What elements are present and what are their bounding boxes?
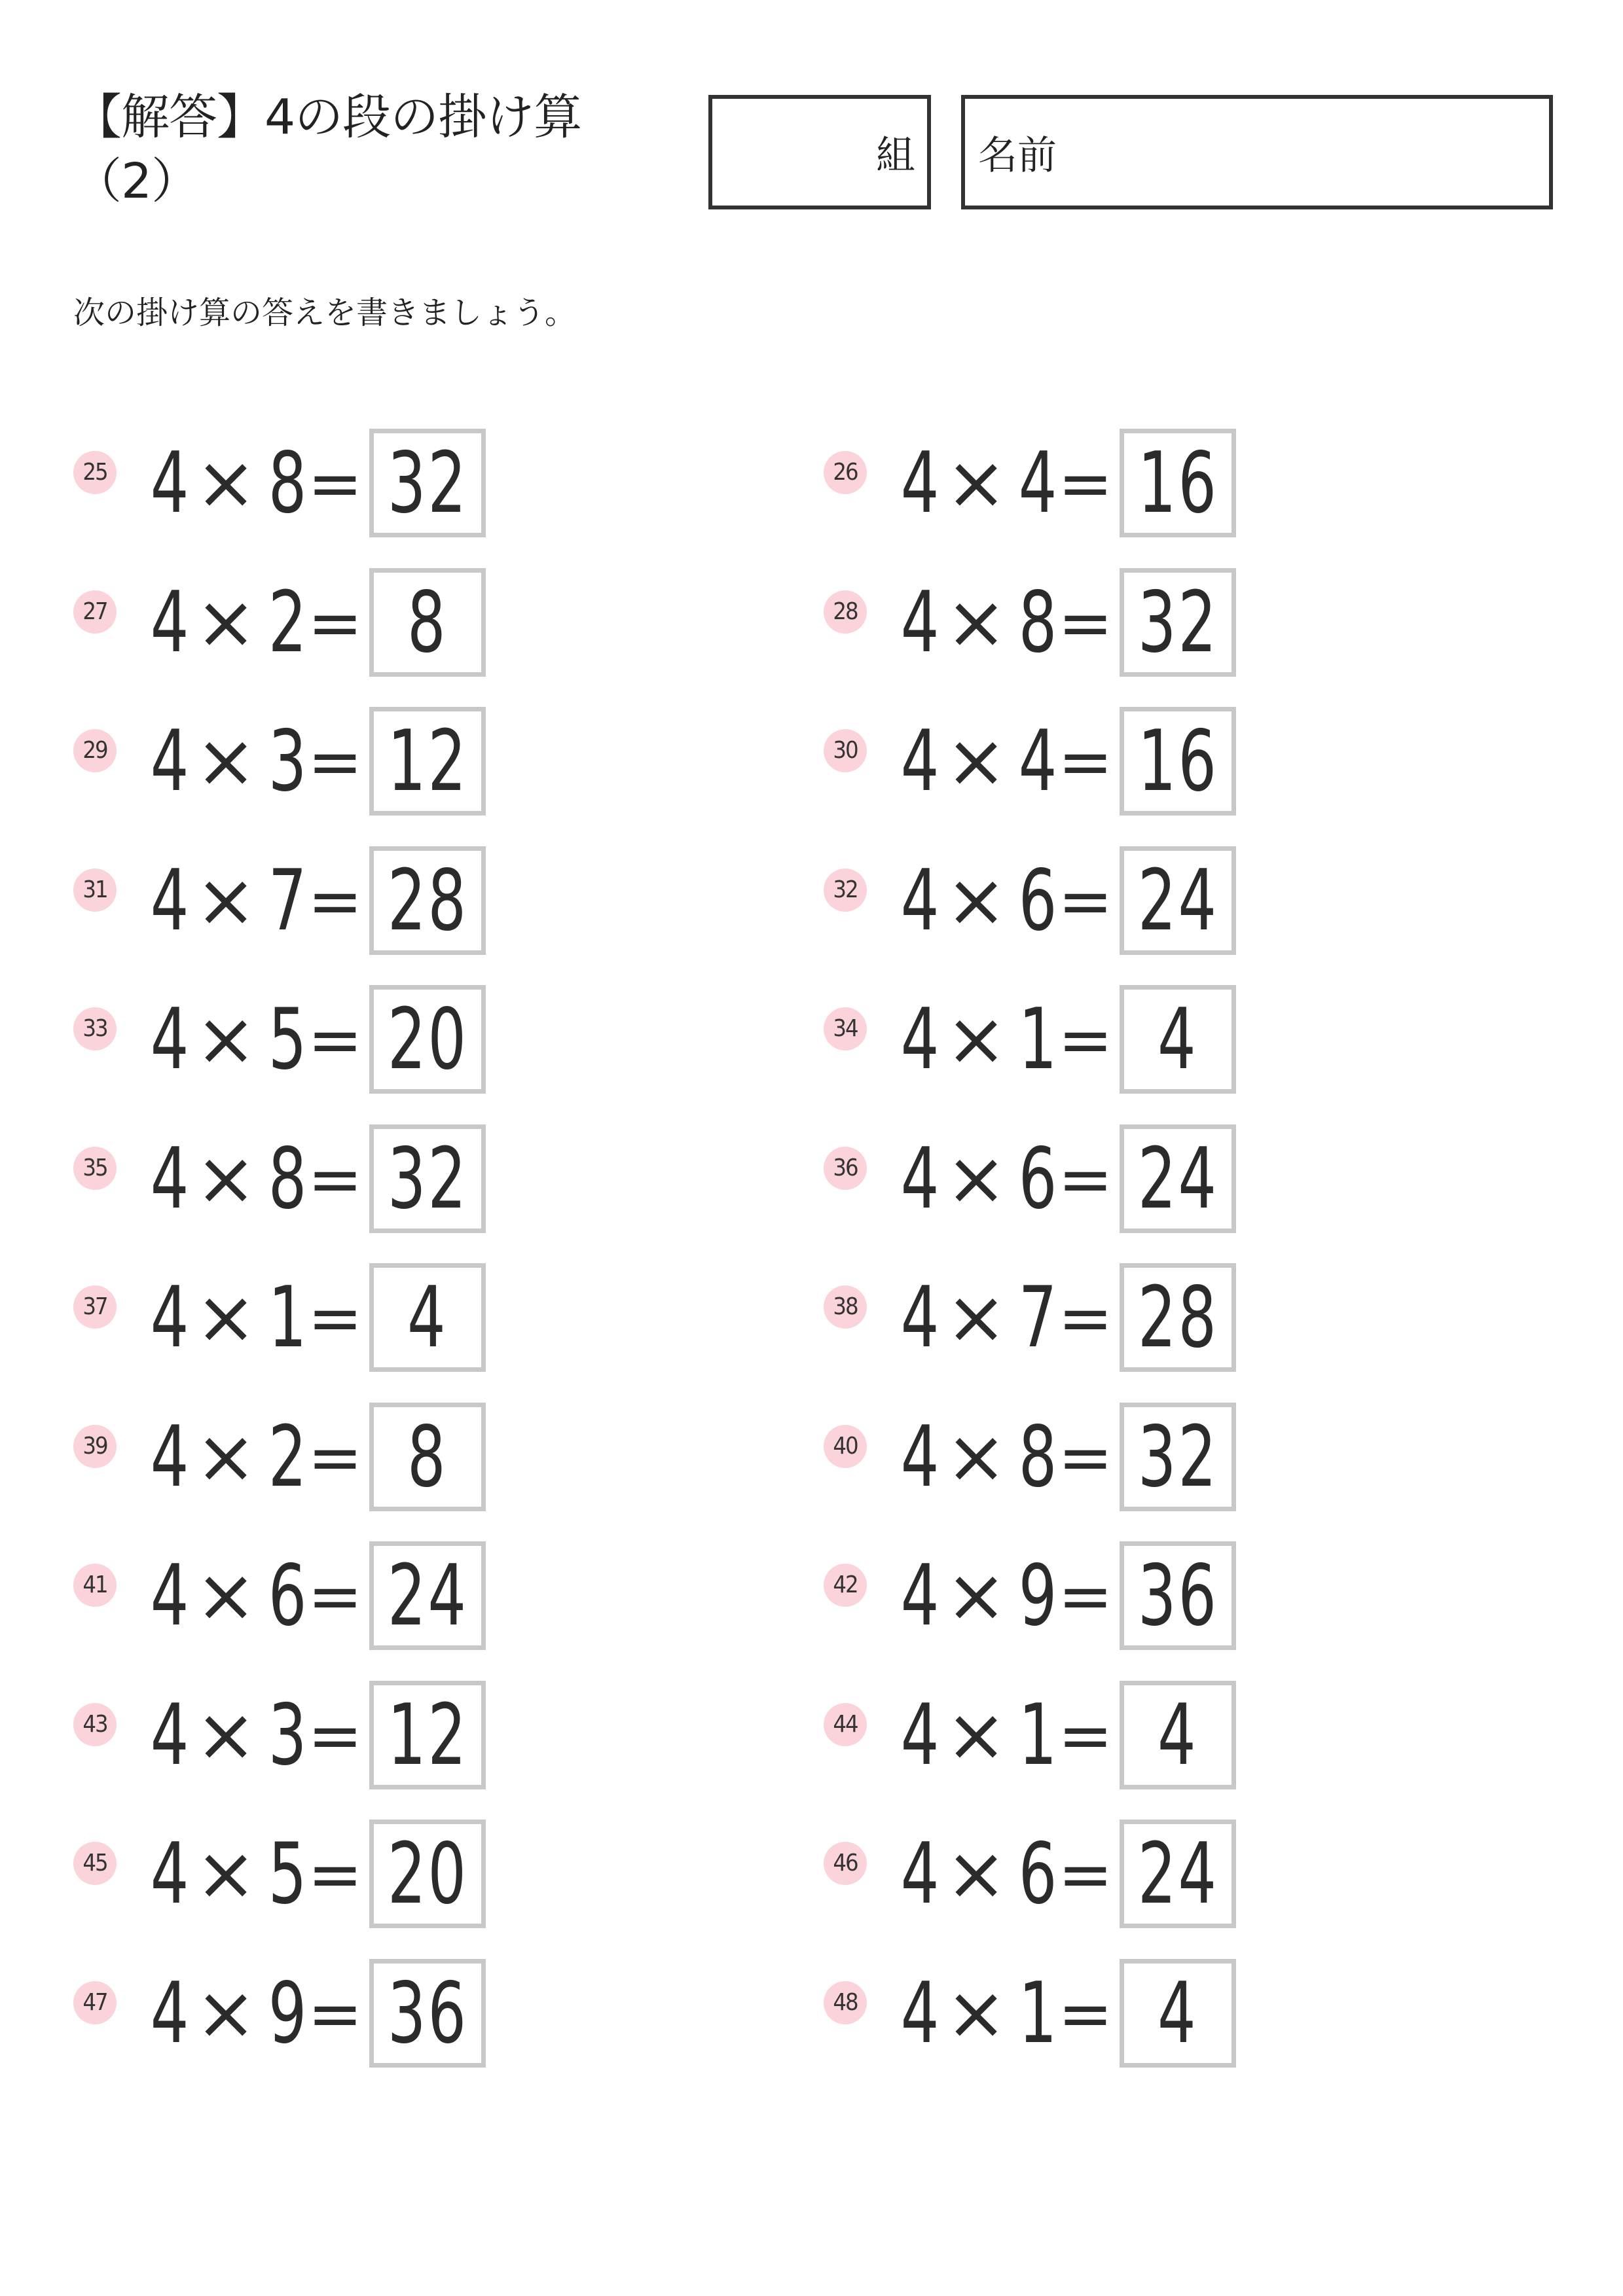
times-sign: × <box>195 1553 257 1638</box>
equals-sign: = <box>308 1975 363 2052</box>
problem-expression <box>144 707 363 816</box>
answer-value: 28 <box>387 852 468 950</box>
answer-value: 4 <box>1158 1964 1198 2062</box>
multiplier: 2 <box>268 1408 307 1506</box>
times-sign: × <box>945 1136 1007 1221</box>
problem-item <box>824 568 1413 677</box>
multiplicand: 4 <box>900 1268 939 1367</box>
problem-expression <box>144 568 363 677</box>
answer-box[interactable] <box>1120 1124 1236 1233</box>
equals-sign: = <box>1058 584 1113 661</box>
multiplicand: 4 <box>150 990 189 1088</box>
problem-item <box>73 568 663 677</box>
equals-sign: = <box>1058 1696 1113 1774</box>
answer-box[interactable] <box>1120 846 1236 955</box>
times-sign: × <box>195 1971 257 2056</box>
multiplier: 6 <box>1018 1130 1057 1228</box>
multiplicand: 4 <box>900 852 939 950</box>
problem-expression <box>144 1263 363 1372</box>
problem-item <box>73 429 663 537</box>
multiplier: 1 <box>1018 1686 1057 1784</box>
answer-box[interactable] <box>369 846 486 955</box>
equals-sign: = <box>1058 1557 1113 1634</box>
times-sign: × <box>195 858 257 943</box>
answer-box[interactable] <box>1120 1263 1236 1372</box>
multiplier: 7 <box>1018 1268 1057 1367</box>
problem-number-badge: 47 <box>73 1981 117 2024</box>
problem-item <box>73 846 663 955</box>
answer-box[interactable] <box>369 568 486 677</box>
problem-expression <box>894 1263 1113 1372</box>
answer-box[interactable] <box>369 1820 486 1928</box>
problem-number-badge: 43 <box>73 1703 117 1746</box>
answer-value: 16 <box>1137 434 1218 532</box>
multiplier: 3 <box>268 712 307 810</box>
problem-expression <box>894 568 1113 677</box>
answer-box[interactable] <box>369 1263 486 1372</box>
equals-sign: = <box>1058 1279 1113 1356</box>
equals-sign: = <box>308 723 363 800</box>
multiplier: 8 <box>268 1130 307 1228</box>
multiplicand: 4 <box>900 434 939 532</box>
answer-box[interactable] <box>369 1403 486 1511</box>
problem-expression <box>894 1959 1113 2068</box>
problem-number-badge: 28 <box>824 590 867 634</box>
problem-expression <box>144 1820 363 1928</box>
problem-item <box>73 707 663 816</box>
answer-value: 16 <box>1137 712 1218 810</box>
equals-sign: = <box>1058 1001 1113 1078</box>
problem-item <box>73 1263 663 1372</box>
equals-sign: = <box>308 862 363 939</box>
problem-item <box>824 1820 1413 1928</box>
multiplicand: 4 <box>900 1686 939 1784</box>
answer-box[interactable] <box>369 707 486 816</box>
multiplier: 1 <box>1018 1964 1057 2062</box>
answer-value: 20 <box>387 1825 468 1923</box>
answer-value: 32 <box>387 434 468 532</box>
equals-sign: = <box>308 1835 363 1912</box>
problem-expression <box>144 1124 363 1233</box>
problem-item <box>73 1403 663 1511</box>
problem-expression <box>894 429 1113 537</box>
times-sign: × <box>195 1136 257 1221</box>
answer-box[interactable] <box>1120 1541 1236 1650</box>
problem-item <box>824 985 1413 1094</box>
answer-value: 4 <box>407 1268 448 1367</box>
multiplier: 4 <box>1018 434 1057 532</box>
problem-number-badge: 44 <box>824 1703 867 1746</box>
answer-value: 24 <box>1137 1825 1218 1923</box>
answer-box[interactable] <box>1120 1403 1236 1511</box>
name-field[interactable] <box>961 95 1553 209</box>
problem-number-badge: 37 <box>73 1285 117 1329</box>
times-sign: × <box>945 1553 1007 1638</box>
equals-sign: = <box>1058 444 1113 522</box>
times-sign: × <box>195 440 257 526</box>
answer-box[interactable] <box>1120 429 1236 537</box>
times-sign: × <box>945 997 1007 1082</box>
multiplier: 8 <box>268 434 307 532</box>
times-sign: × <box>195 1275 257 1360</box>
multiplicand: 4 <box>150 1686 189 1784</box>
problem-item <box>824 429 1413 537</box>
answer-box[interactable] <box>369 985 486 1094</box>
times-sign: × <box>945 1275 1007 1360</box>
problem-expression <box>894 1403 1113 1511</box>
multiplier: 5 <box>268 990 307 1088</box>
multiplicand: 4 <box>900 1408 939 1506</box>
problem-item <box>73 1681 663 1789</box>
problem-item <box>73 1541 663 1650</box>
problem-number-badge: 48 <box>824 1981 867 2024</box>
answer-box[interactable] <box>1120 1681 1236 1789</box>
problem-item <box>824 846 1413 955</box>
times-sign: × <box>945 1971 1007 2056</box>
multiplicand: 4 <box>900 1825 939 1923</box>
answer-value: 32 <box>1137 1408 1218 1506</box>
answer-value: 4 <box>1158 1686 1198 1784</box>
problem-item <box>824 1124 1413 1233</box>
answer-value: 8 <box>407 573 448 672</box>
times-sign: × <box>945 1414 1007 1499</box>
times-sign: × <box>945 580 1007 665</box>
multiplicand: 4 <box>150 1130 189 1228</box>
problem-number-badge: 30 <box>824 729 867 772</box>
equals-sign: = <box>308 1557 363 1634</box>
answer-value: 24 <box>387 1547 468 1645</box>
answer-value: 24 <box>1137 852 1218 950</box>
problem-number-badge: 36 <box>824 1147 867 1190</box>
multiplicand: 4 <box>150 434 189 532</box>
times-sign: × <box>195 719 257 804</box>
problem-expression <box>894 846 1113 955</box>
class-label: 組 <box>876 132 915 179</box>
problem-number-badge: 31 <box>73 869 117 912</box>
problem-item <box>73 1959 663 2068</box>
multiplier: 9 <box>1018 1547 1057 1645</box>
equals-sign: = <box>308 1140 363 1217</box>
answer-box[interactable] <box>369 1124 486 1233</box>
equals-sign: = <box>1058 1835 1113 1912</box>
problem-item <box>824 1403 1413 1511</box>
multiplicand: 4 <box>900 712 939 810</box>
answer-box[interactable] <box>1120 707 1236 816</box>
answer-box[interactable] <box>369 429 486 537</box>
problem-number-badge: 39 <box>73 1425 117 1468</box>
multiplier: 9 <box>268 1964 307 2062</box>
problem-number-badge: 38 <box>824 1285 867 1329</box>
answer-box[interactable] <box>1120 568 1236 677</box>
answer-value: 12 <box>387 712 468 810</box>
page-title <box>73 85 663 213</box>
multiplicand: 4 <box>150 1547 189 1645</box>
times-sign: × <box>195 1693 257 1778</box>
multiplicand: 4 <box>150 1408 189 1506</box>
problem-item <box>824 1681 1413 1789</box>
problem-item <box>824 707 1413 816</box>
problem-item <box>824 1959 1413 2068</box>
instruction-text: 次の掛け算の答えを書きましょう。 <box>73 295 577 331</box>
problem-expression <box>144 1959 363 2068</box>
times-sign: × <box>195 580 257 665</box>
multiplicand: 4 <box>900 990 939 1088</box>
problem-number-badge: 32 <box>824 869 867 912</box>
equals-sign: = <box>1058 862 1113 939</box>
multiplicand: 4 <box>150 1268 189 1367</box>
times-sign: × <box>195 997 257 1082</box>
problem-number-badge: 41 <box>73 1564 117 1607</box>
problem-number-badge: 26 <box>824 451 867 494</box>
equals-sign: = <box>1058 723 1113 800</box>
multiplicand: 4 <box>150 573 189 672</box>
problem-expression <box>144 429 363 537</box>
times-sign: × <box>945 1693 1007 1778</box>
multiplier: 3 <box>268 1686 307 1784</box>
answer-value: 36 <box>1137 1547 1218 1645</box>
answer-value: 20 <box>387 990 468 1088</box>
equals-sign: = <box>1058 1418 1113 1496</box>
equals-sign: = <box>308 444 363 522</box>
multiplier: 6 <box>268 1547 307 1645</box>
problem-expression <box>144 846 363 955</box>
multiplicand: 4 <box>150 852 189 950</box>
multiplicand: 4 <box>900 573 939 672</box>
problem-expression <box>144 985 363 1094</box>
multiplicand: 4 <box>900 1964 939 2062</box>
problem-expression <box>144 1541 363 1650</box>
equals-sign: = <box>308 1696 363 1774</box>
equals-sign: = <box>308 584 363 661</box>
equals-sign: = <box>308 1001 363 1078</box>
answer-box[interactable] <box>1120 1820 1236 1928</box>
equals-sign: = <box>1058 1975 1113 2052</box>
answer-value: 32 <box>1137 573 1218 672</box>
multiplier: 7 <box>268 852 307 950</box>
name-label: 名前 <box>978 132 1057 179</box>
answer-box[interactable] <box>369 1959 486 2068</box>
multiplier: 2 <box>268 573 307 672</box>
answer-value: 4 <box>1158 990 1198 1088</box>
problem-number-badge: 35 <box>73 1147 117 1190</box>
answer-value: 32 <box>387 1130 468 1228</box>
problem-number-badge: 25 <box>73 451 117 494</box>
problem-number-badge: 45 <box>73 1842 117 1885</box>
answer-value: 12 <box>387 1686 468 1784</box>
page-title-line2: （2） <box>73 153 200 209</box>
problem-number-badge: 29 <box>73 729 117 772</box>
problem-expression <box>144 1681 363 1789</box>
problem-item <box>824 1263 1413 1372</box>
multiplicand: 4 <box>150 1825 189 1923</box>
problem-expression <box>894 1820 1113 1928</box>
answer-value: 28 <box>1137 1268 1218 1367</box>
problem-item <box>73 1820 663 1928</box>
multiplier: 6 <box>1018 852 1057 950</box>
multiplier: 6 <box>1018 1825 1057 1923</box>
problem-number-badge: 42 <box>824 1564 867 1607</box>
times-sign: × <box>945 719 1007 804</box>
multiplier: 5 <box>268 1825 307 1923</box>
equals-sign: = <box>1058 1140 1113 1217</box>
answer-box[interactable] <box>369 1681 486 1789</box>
times-sign: × <box>945 858 1007 943</box>
answer-value: 24 <box>1137 1130 1218 1228</box>
class-field[interactable] <box>708 95 931 209</box>
multiplicand: 4 <box>150 712 189 810</box>
problem-number-badge: 40 <box>824 1425 867 1468</box>
problem-expression <box>894 985 1113 1094</box>
problem-number-badge: 27 <box>73 590 117 634</box>
times-sign: × <box>195 1831 257 1916</box>
problem-expression <box>894 1124 1113 1233</box>
multiplicand: 4 <box>900 1547 939 1645</box>
problem-number-badge: 33 <box>73 1007 117 1050</box>
problem-item <box>73 1124 663 1233</box>
equals-sign: = <box>308 1279 363 1356</box>
multiplier: 8 <box>1018 1408 1057 1506</box>
answer-value: 8 <box>407 1408 448 1506</box>
multiplier: 1 <box>1018 990 1057 1088</box>
problem-expression <box>894 1681 1113 1789</box>
multiplier: 8 <box>1018 573 1057 672</box>
problem-expression <box>894 1541 1113 1650</box>
problem-item <box>824 1541 1413 1650</box>
page-title-line1: 【解答】4の段の掛け算 <box>73 89 582 145</box>
answer-box[interactable] <box>1120 985 1236 1094</box>
problem-item <box>73 985 663 1094</box>
equals-sign: = <box>308 1418 363 1496</box>
times-sign: × <box>945 440 1007 526</box>
answer-value: 36 <box>387 1964 468 2062</box>
times-sign: × <box>945 1831 1007 1916</box>
problem-number-badge: 46 <box>824 1842 867 1885</box>
problem-expression <box>144 1403 363 1511</box>
multiplicand: 4 <box>900 1130 939 1228</box>
problem-number-badge: 34 <box>824 1007 867 1050</box>
multiplicand: 4 <box>150 1964 189 2062</box>
multiplier: 1 <box>268 1268 307 1367</box>
multiplier: 4 <box>1018 712 1057 810</box>
answer-box[interactable] <box>1120 1959 1236 2068</box>
answer-box[interactable] <box>369 1541 486 1650</box>
times-sign: × <box>195 1414 257 1499</box>
problem-expression <box>894 707 1113 816</box>
